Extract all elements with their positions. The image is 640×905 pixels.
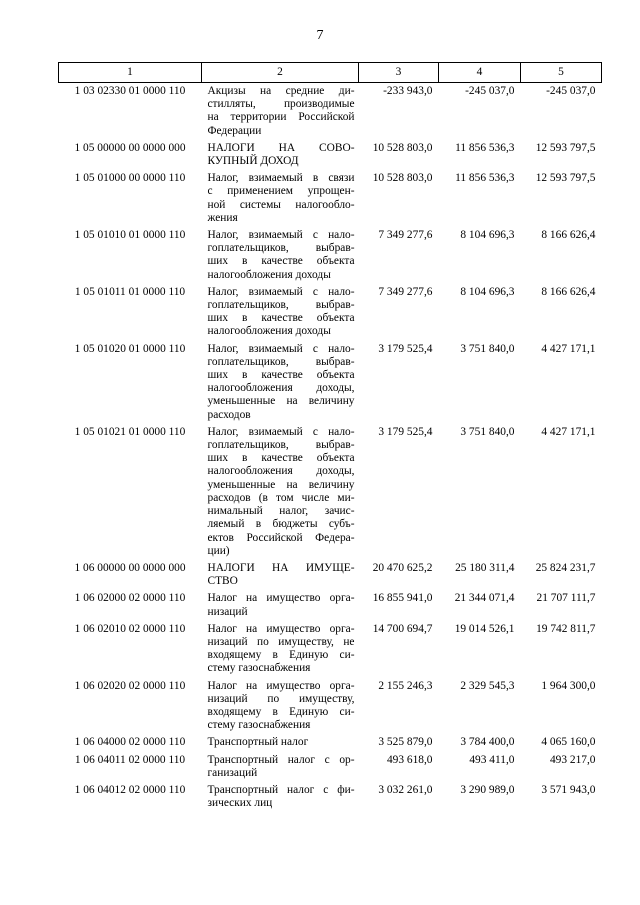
column-header-value-1: 3 [359, 63, 439, 83]
amount-value-3: 19 742 811,7 [536, 622, 596, 635]
table-row [59, 286, 602, 343]
item-name [202, 172, 359, 229]
amount-value-1: 10 528 803,0 [372, 172, 433, 185]
item-name-line: Налог, взимаемый с нало- [207, 229, 355, 242]
budget-code: 1 06 04000 02 0000 110 [74, 736, 186, 749]
amount-value-3: 8 166 626,4 [541, 229, 596, 242]
amount-value-1: -233 943,0 [383, 85, 433, 97]
item-name-line: НАЛОГИ НА СОВО- [207, 141, 355, 154]
item-name-line: с применением упрощен- [207, 185, 355, 198]
item-name-line: ции) [207, 544, 230, 557]
table-row [59, 229, 602, 286]
item-name-line: Налог, взимаемый в связи [207, 172, 355, 185]
item-name-line: гоплательщиков, выбрав- [207, 299, 355, 312]
table-row [59, 83, 602, 142]
item-name-line: Налог, взимаемый с нало- [207, 342, 355, 355]
item-name-line: Налог на имущество орга- [207, 592, 355, 605]
budget-code: 1 05 01000 00 0000 110 [74, 172, 186, 185]
amount-value-3: -245 037,0 [546, 85, 596, 97]
item-name-line: низаций по имуществу, не [207, 635, 355, 648]
amount-value-2: 21 344 071,4 [454, 592, 515, 605]
item-name-line: жения [207, 211, 238, 224]
column-header-name: 2 [202, 63, 359, 83]
table-row [59, 343, 602, 426]
table-row [59, 754, 602, 784]
amount-value-3: 1 964 300,0 [541, 679, 596, 692]
amount-value-1: 7 349 277,6 [378, 229, 433, 242]
item-name-line: Транспортный налог [207, 736, 309, 749]
amount-value-1: 10 528 803,0 [372, 141, 433, 154]
table-header-row [59, 63, 602, 83]
item-name-line: на территории Российской [207, 111, 355, 124]
amount-value-1: 3 032 261,0 [378, 783, 433, 796]
amount-value-1: 20 470 625,2 [372, 561, 433, 574]
item-name-line: стилляты, производимые [207, 98, 355, 111]
item-name-line: налогообложения доходы, [207, 382, 355, 395]
amount-value-2: 11 856 536,3 [455, 141, 515, 154]
amount-value-2: 3 784 400,0 [460, 736, 515, 749]
item-name-line: зических лиц [207, 797, 273, 810]
item-name-line: Транспортный налог с ор- [207, 753, 355, 766]
budget-code: 1 05 01020 01 0000 110 [74, 342, 186, 355]
item-name-line: низаций по имуществу, [207, 692, 355, 705]
budget-code: 1 05 01011 01 0000 110 [74, 285, 186, 298]
item-name-line: ектов Российской Федера- [207, 531, 355, 544]
amount-value-1: 2 155 246,3 [378, 679, 433, 692]
amount-value-3: 21 707 111,7 [536, 592, 596, 605]
table-row [59, 736, 602, 753]
item-name-line: Налог, взимаемый с нало- [207, 425, 355, 438]
item-name-line: Налог на имущество орга- [207, 679, 355, 692]
amount-value-3: 4 065 160,0 [541, 736, 596, 749]
item-name [202, 142, 359, 172]
item-name-line: Акцизы на средние ди- [207, 85, 355, 97]
item-name-line: стему газоснабжения [207, 662, 311, 675]
amount-value-3: 25 824 231,7 [535, 561, 596, 574]
budget-code: 1 06 02000 02 0000 110 [74, 592, 186, 605]
amount-value-1: 16 855 941,0 [372, 592, 433, 605]
budget-code: 1 05 00000 00 0000 000 [74, 141, 186, 154]
item-name-line: налогообложения доходы, [207, 465, 355, 478]
item-name [202, 754, 359, 784]
item-name-line: ляемый в бюджеты субъ- [207, 518, 355, 531]
item-name-line: расходов [207, 408, 251, 421]
amount-value-3: 493 217,0 [549, 753, 596, 766]
amount-value-2: 19 014 526,1 [454, 622, 515, 635]
item-name-line: Налог на имущество орга- [207, 622, 355, 635]
item-name [202, 562, 359, 592]
budget-code: 1 03 02330 01 0000 110 [74, 85, 186, 97]
item-name-line: СТВО [207, 575, 238, 588]
budget-code: 1 06 02010 02 0000 110 [74, 622, 186, 635]
amount-value-2: 3 751 840,0 [460, 342, 515, 355]
amount-value-2: 3 751 840,0 [460, 425, 515, 438]
item-name [202, 83, 359, 142]
item-name-line: гоплательщиков, выбрав- [207, 355, 355, 368]
amount-value-1: 3 179 525,4 [378, 425, 433, 438]
amount-value-3: 12 593 797,5 [535, 141, 596, 154]
table-row [59, 592, 602, 622]
item-name-line: расходов (в том числе ми- [207, 491, 355, 504]
budget-code: 1 05 01021 01 0000 110 [74, 425, 186, 438]
item-name-line: входящему в Единую си- [207, 649, 355, 662]
column-header-value-3: 5 [521, 63, 602, 83]
item-name-line: уменьшенные на величину [207, 395, 355, 408]
item-name-line: нимальный налог, зачис- [207, 505, 355, 518]
item-name-line: стему газоснабжения [207, 719, 311, 732]
amount-value-3: 4 427 171,1 [541, 425, 596, 438]
item-name-line: Налог, взимаемый с нало- [207, 285, 355, 298]
amount-value-2: 2 329 545,3 [460, 679, 515, 692]
table-row [59, 562, 602, 592]
amount-value-3: 12 593 797,5 [535, 172, 596, 185]
amount-value-1: 3 525 879,0 [378, 736, 433, 749]
item-name [202, 680, 359, 737]
column-header-value-2: 4 [439, 63, 521, 83]
table-row [59, 784, 602, 814]
item-name [202, 229, 359, 286]
item-name-line: ших в качестве объекта [207, 255, 355, 268]
table-row [59, 623, 602, 680]
item-name-line: Транспортный налог с фи- [207, 783, 355, 796]
item-name-line: КУПНЫЙ ДОХОД [207, 155, 299, 168]
amount-value-1: 7 349 277,6 [378, 285, 433, 298]
amount-value-3: 3 571 943,0 [541, 783, 596, 796]
budget-code: 1 06 04012 02 0000 110 [74, 783, 186, 796]
item-name [202, 623, 359, 680]
item-name-line: Федерации [207, 124, 262, 137]
budget-code: 1 05 01010 01 0000 110 [74, 229, 186, 242]
item-name [202, 286, 359, 343]
amount-value-1: 493 618,0 [386, 753, 433, 766]
amount-value-2: 3 290 989,0 [460, 783, 515, 796]
item-name-line: входящему в Единую си- [207, 705, 355, 718]
item-name [202, 592, 359, 622]
amount-value-2: 8 104 696,3 [460, 285, 515, 298]
amount-value-2: 8 104 696,3 [460, 229, 515, 242]
item-name [202, 426, 359, 562]
item-name-line: ших в качестве объекта [207, 312, 355, 325]
budget-code: 1 06 04011 02 0000 110 [74, 753, 186, 766]
amount-value-2: -245 037,0 [465, 85, 515, 97]
page-number: 7 [316, 28, 324, 43]
item-name [202, 343, 359, 426]
column-header-code: 1 [59, 63, 202, 83]
table-row [59, 172, 602, 229]
item-name [202, 784, 359, 814]
budget-code: 1 06 00000 00 0000 000 [74, 561, 186, 574]
table-row [59, 680, 602, 737]
item-name-line: ших в качестве объекта [207, 452, 355, 465]
item-name-line: уменьшенные на величину [207, 478, 355, 491]
budget-code: 1 06 02020 02 0000 110 [74, 679, 186, 692]
item-name-line: гоплательщиков, выбрав- [207, 242, 355, 255]
budget-table [58, 62, 602, 814]
table-row [59, 142, 602, 172]
amount-value-3: 8 166 626,4 [541, 285, 596, 298]
item-name-line: ших в качестве объекта [207, 369, 355, 382]
item-name-line: ной системы налогообло- [207, 198, 355, 211]
amount-value-1: 14 700 694,7 [372, 622, 433, 635]
amount-value-2: 11 856 536,3 [455, 172, 515, 185]
amount-value-1: 3 179 525,4 [378, 342, 433, 355]
item-name-line: гоплательщиков, выбрав- [207, 439, 355, 452]
item-name-line: низаций [207, 605, 248, 618]
item-name-line: ганизаций [207, 766, 258, 779]
amount-value-2: 25 180 311,4 [455, 561, 515, 574]
item-name-line: НАЛОГИ НА ИМУЩЕ- [207, 561, 355, 574]
table-row [59, 426, 602, 562]
item-name-line: налогообложения доходы [207, 325, 331, 338]
amount-value-3: 4 427 171,1 [541, 342, 596, 355]
amount-value-2: 493 411,0 [469, 753, 515, 766]
item-name-line: налогообложения доходы [207, 268, 331, 281]
item-name [202, 736, 359, 753]
